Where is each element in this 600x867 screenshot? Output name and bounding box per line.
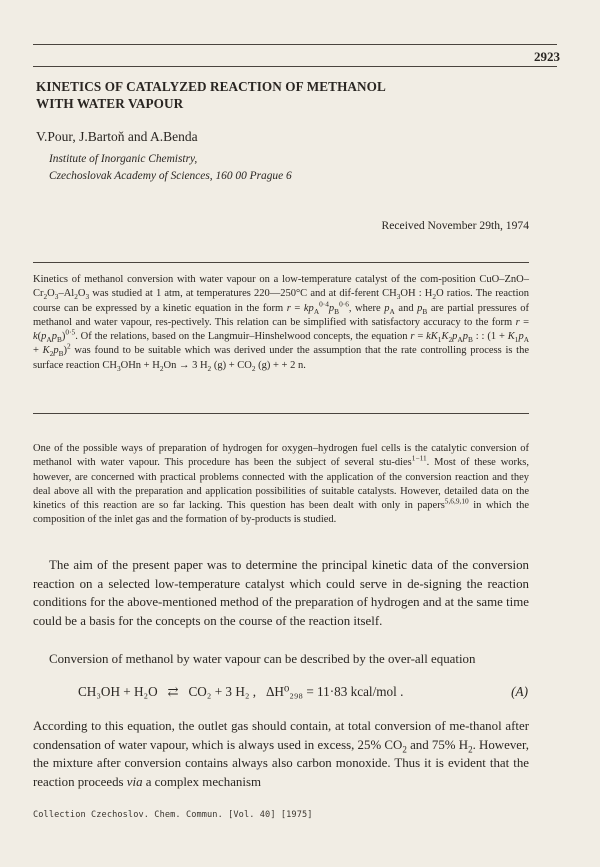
header-rule	[33, 66, 557, 67]
title-line: WITH WATER VAPOUR	[36, 96, 184, 111]
equation-enthalpy: ΔH⁰₂₉₈ = 11·83 kcal/mol .	[265, 684, 404, 699]
abstract-top-rule	[33, 262, 529, 263]
authors: V.Pour, J.Bartoň and A.Benda	[36, 129, 198, 144]
affiliation-line: Institute of Inorganic Chemistry,	[49, 153, 198, 165]
body-paragraph-aim: The aim of the present paper was to determine the principal kinetic data of the conversion reaction on a selected low-temperature catalyst which could serve in de-signing the reaction conditions for the above-mentioned method of the preparation of hydrogen and at the same time could be a basis for the concepts on the course of the reaction itself.	[33, 558, 529, 628]
affiliation-line: Czechoslovak Academy of Sciences, 160 00 Prague 6	[49, 169, 292, 182]
top-rule	[33, 44, 557, 45]
page-number: 2923	[534, 49, 560, 64]
body-paragraph-conversion: Conversion of methanol by water vapour can be described by the over-all equation	[49, 652, 476, 666]
introduction-paragraph: One of the possible ways of preparation of hydrogen for oxygen–hydrogen fuel cells is the catalytic conversion of methanol with water vapour. This procedure has been the subject of several stu-dies$^{1-11}$. Most of these works, however, are concerned with practical problems connected with the application of the conversion reaction and they deal above all with the preparation and application possibilities of suitable catalysts. However, detailed data on the kinetics of this reaction are so far lacking. This question has been dealt with only in papers$^{5,6,9,10}$ in which the composition of the inlet gas and the formation of by-products is studied.	[33, 443, 529, 526]
received-date: Received November 29th, 1974	[381, 219, 529, 232]
abstract-bottom-rule	[33, 413, 529, 414]
journal-footer: Collection Czechoslov. Chem. Commun. [Vol. 40] [1975]	[33, 810, 313, 820]
equation-a	[78, 684, 528, 700]
equilibrium-arrow: ⇄	[167, 684, 179, 699]
body-paragraph-outlet-gas: According to this equation, the outlet gas should contain, at total conversion of me-thanol after condensation of water vapour, which is always used in excess, 25% $CO_2$ and 75% $H_2$. However, the mixture after conversion contains always also carbon monoxide. Thus it is evident that the reaction proceeds via a complex mechanism	[33, 719, 529, 789]
affiliation	[49, 151, 292, 184]
title-line: KINETICS OF CATALYZED REACTION OF METHANOL	[36, 79, 386, 94]
equation-rhs: CO₂ + 3 H₂ ,	[188, 684, 257, 699]
abstract: Kinetics of methanol conversion with water vapour on a low-temperature catalyst of the com-position CuO–$ZnO-Cr_2O_3-Al_2O_3$ was studied at 1 atm, at temperatures 220—250°C and at dif-ferent $CH_3OH$ : $H_2O$ ratios. The reaction course can be expressed by a kinetic equation in the form $r = kp_A^{0\cdot 4}p_B^{0\cdot 6}$, where $p_A$ and $p_B$ are partial pressures of methanol and water vapour, res-pectively. This relation can be simplified with satisfactory accuracy to the form $r = k(p_Ap_B)^{0\cdot 5}$. Of the relations, based on the Langmuir–Hinshelwood concepts, the equation $r = kK_1K_2p_Ap_B$ : : $(1 + K_1p_A + K_2p_B)^2$ was found to be suitable which was derived under the assumption that the rate controlling process is the surface reaction $CH_3OHn + H_2On \to 3$ $H_2$ $(g) + CO_2$ (g) + + 2 n.	[33, 274, 530, 373]
equation-lhs: CH₃OH + H₂O	[78, 684, 158, 699]
equation-label: (A)	[511, 684, 528, 699]
article-title	[36, 78, 516, 112]
